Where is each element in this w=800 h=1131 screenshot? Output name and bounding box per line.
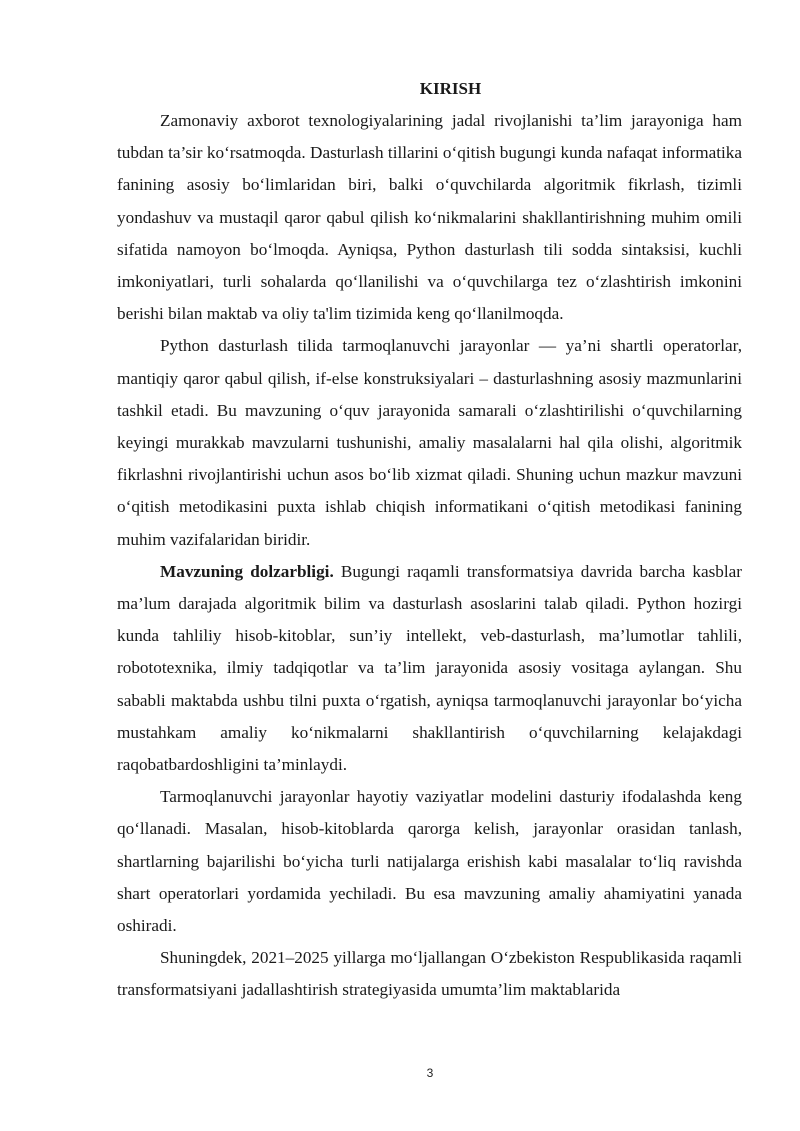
paragraph-python-branching bbox=[117, 330, 742, 555]
paragraph-text: Bugungi raqamli transformatsiya davrida barcha kasblar ma’lum darajada algoritmik bilim va dasturlash asoslarini talab qiladi. Python hozirgi kunda tahliliy hisob-kitoblar, sun’iy intellekt, veb-dasturlash, ma’lumotlar tahlili, robototexnika, ilmiy tadqiqotlar va ta’lim jarayonida asosiy vositaga aylangan. Shu sababli maktabda ushbu tilni puxta o‘rgatish, ayniqsa tarmoqlanuvchi jarayonlar bo‘yicha mustahkam amaliy ko‘nikmalarni shakllantirish o‘quvchilarning kelajakdagi raqobatbardoshligini ta’minlaydi. bbox=[117, 561, 742, 775]
paragraph-intro bbox=[117, 105, 742, 330]
paragraph-text: Shuningdek, 2021–2025 yillarga mo‘ljallangan O‘zbekiston Respublikasida raqamli transformatsiyani jadallashtirish strategiyasida umumta’lim maktablarida bbox=[117, 948, 742, 1000]
paragraph-lead: Mavzuning dolzarbligi. bbox=[160, 561, 334, 581]
paragraph-strategy bbox=[117, 942, 742, 1006]
paragraph-applications bbox=[117, 781, 742, 942]
paragraph-text: Python dasturlash tilida tarmoqlanuvchi jarayonlar — ya’ni shartli operatorlar, mantiqiy qaror qabul qilish, if-else konstruksiyalari – dasturlashning asosiy mazmunlarini tashkil etadi. Bu mavzuning o‘quv jarayonida samarali o‘zlashtirilishi o‘quvchilarning keyingi murakkab mavzularni tushunishi, amaliy masalalarni hal qila olishi, algoritmik fikrlashni rivojlantirishi uchun asos bo‘lib xizmat qiladi. Shuning uchun mazkur mavzuni o‘qitish metodikasini puxta ishlab chiqish informatikani o‘qitish metodikasi fanining muhim vazifalaridan biridir. bbox=[117, 336, 742, 549]
section-title: KIRISH bbox=[419, 79, 482, 98]
paragraph-relevance bbox=[117, 556, 742, 781]
paragraph-text: Zamonaviy axborot texnologiyalarining jadal rivojlanishi ta’lim jarayoniga ham tubdan ta’sir ko‘rsatmoqda. Dasturlash tillarini o‘qitish bugungi kunda nafaqat informatika fanining asosiy bo‘limlaridan biri, balki o‘quvchilarda algoritmik fikrlash, tizimli yondashuv va mustaqil qaror qabul qilish ko‘nikmalarini shakllantirishning muhim omili sifatida namoyon bo‘lmoqda. Ayniqsa, Python dasturlash tili sodda sintaksisi, kuchli imkoniyatlari, turli sohalarda qo‘llanilishi va o‘quvchilarga tez o‘zlashtirish imkonini berishi bilan maktab va oliy ta'lim tizimida keng qo‘llanilmoqda. bbox=[117, 111, 742, 324]
page-number: 3 bbox=[426, 1066, 434, 1080]
paragraph-text: Tarmoqlanuvchi jarayonlar hayotiy vaziyatlar modelini dasturiy ifodalashda keng qo‘llanadi. Masalan, hisob-kitoblarda qarorga kelish, jarayonlar orasidan tanlash, shartlarning bajarilishi bo‘yicha turli natijalarga erishish kabi masalalar to‘liq ravishda shart operatorlari yordamida yechiladi. Bu esa mavzuning amaliy ahamiyatini yanada oshiradi. bbox=[117, 787, 742, 936]
page-body bbox=[117, 73, 742, 1007]
